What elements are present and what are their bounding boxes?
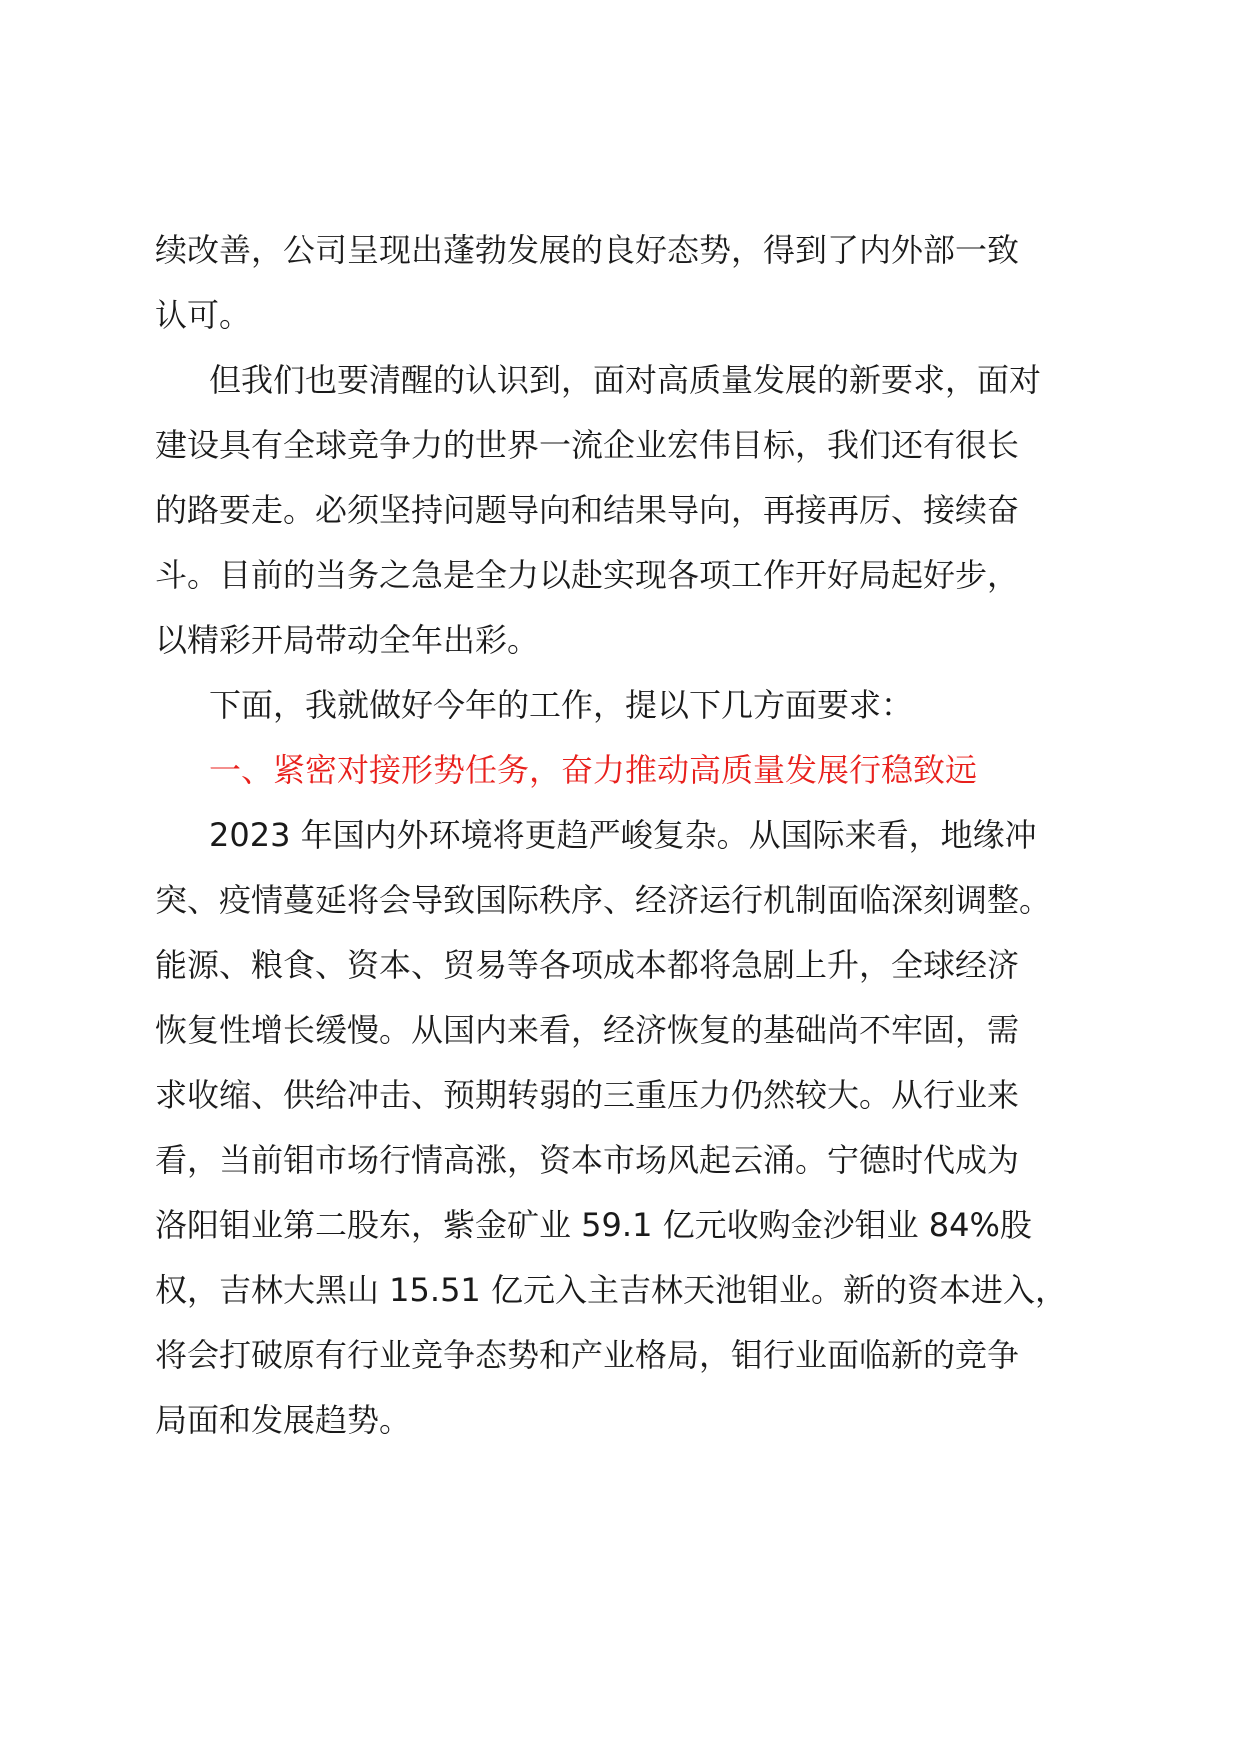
paragraph-line: 恢复性增长缓慢。从国内来看，经济恢复的基础尚不牢固，需: [155, 1011, 1020, 1049]
paragraph-line: 2023 年国内外环境将更趋严峻复杂。从国际来看，地缘冲: [209, 816, 1037, 854]
paragraph-line: 看，当前钼市场行情高涨，资本市场风起云涌。宁德时代成为: [155, 1141, 1020, 1179]
paragraph-line: 能源、粮食、资本、贸易等各项成本都将急剧上升，全球经济: [155, 946, 1020, 984]
paragraph-line: 下面，我就做好今年的工作，提以下几方面要求：: [209, 686, 914, 724]
paragraph-line: 权，吉林大黑山 15.51 亿元入主吉林天池钼业。新的资本进入，: [155, 1271, 1067, 1309]
paragraph-line: 的路要走。必须坚持问题导向和结果导向，再接再厉、接续奋: [155, 491, 1020, 529]
paragraph-line: 斗。目前的当务之急是全力以赴实现各项工作开好局起好步，: [155, 556, 1020, 594]
section-heading: 一、紧密对接形势任务，奋力推动高质量发展行稳致远: [209, 751, 978, 789]
paragraph-line: 但我们也要清醒的认识到，面对高质量发展的新要求，面对: [209, 361, 1042, 399]
paragraph-line: 建设具有全球竞争力的世界一流企业宏伟目标，我们还有很长: [155, 426, 1020, 464]
paragraph-line: 洛阳钼业第二股东，紫金矿业 59.1 亿元收购金沙钼业 84%股: [155, 1206, 1032, 1244]
paragraph-line: 求收缩、供给冲击、预期转弱的三重压力仍然较大。从行业来: [155, 1076, 1020, 1114]
document-body: [155, 218, 1090, 1453]
paragraph-line: 将会打破原有行业竞争态势和产业格局，钼行业面临新的竞争: [155, 1336, 1020, 1374]
paragraph-line: 认可。: [155, 296, 252, 334]
paragraph-line: 续改善，公司呈现出蓬勃发展的良好态势，得到了内外部一致: [155, 231, 1020, 269]
paragraph-line: 突、疫情蔓延将会导致国际秩序、经济运行机制面临深刻调整。: [155, 881, 1052, 919]
paragraph-line: 局面和发展趋势。: [155, 1401, 412, 1439]
paragraph-line: 以精彩开局带动全年出彩。: [155, 621, 540, 659]
